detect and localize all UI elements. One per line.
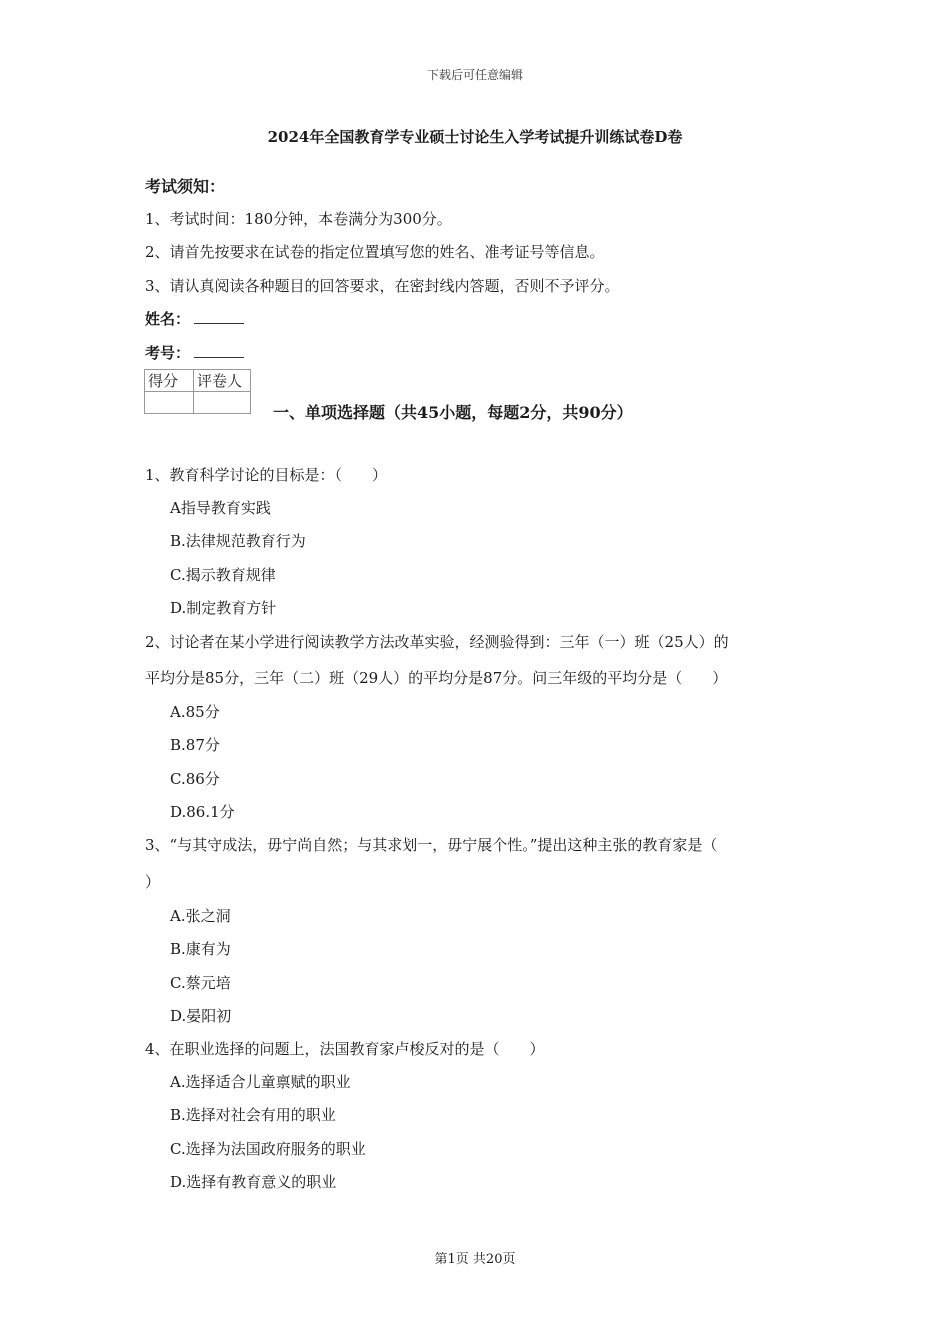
question-option: D.制定教育方针 bbox=[170, 599, 277, 617]
question-stem: 4、在职业选择的问题上，法国教育家卢梭反对的是（ ） bbox=[145, 1040, 545, 1058]
score-header: 得分 bbox=[145, 370, 194, 392]
notice-item: 3、请认真阅读各种题目的回答要求，在密封线内答题，否则不予评分。 bbox=[145, 277, 620, 295]
question-option: A.85分 bbox=[170, 703, 220, 721]
section-heading: 一、单项选择题（共45小题，每题2分，共90分） bbox=[273, 403, 633, 422]
question-option: B.选择对社会有用的职业 bbox=[170, 1106, 336, 1124]
name-blank bbox=[194, 309, 244, 324]
question-stem: ） bbox=[145, 873, 161, 891]
notice-item: 1、考试时间：180分钟，本卷满分为300分。 bbox=[145, 210, 452, 228]
question-option: B.康有为 bbox=[170, 940, 231, 958]
page-footer: 第1页 共20页 bbox=[434, 1252, 516, 1267]
notice-item: 2、请首先按要求在试卷的指定位置填写您的姓名、准考证号等信息。 bbox=[145, 243, 605, 261]
question-option: C.选择为法国政府服务的职业 bbox=[170, 1140, 366, 1158]
grader-header: 评卷人 bbox=[194, 370, 251, 392]
question-option: D.选择有教育意义的职业 bbox=[170, 1173, 337, 1191]
question-option: C.揭示教育规律 bbox=[170, 566, 276, 584]
question-stem: 3、“与其守成法，毋宁尚自然；与其求划一，毋宁展个性。”提出这种主张的教育家是（ bbox=[145, 836, 718, 854]
question-stem: 平均分是85分，三年（二）班（29人）的平均分是87分。问三年级的平均分是（ ） bbox=[145, 669, 728, 687]
id-field bbox=[145, 342, 244, 363]
document-title: 2024年全国教育学专业硕士讨论生入学考试提升训练试卷D卷 bbox=[267, 128, 683, 146]
question-option: A.张之洞 bbox=[170, 907, 231, 925]
question-option: B.法律规范教育行为 bbox=[170, 532, 306, 550]
question-option: A.选择适合儿童禀赋的职业 bbox=[170, 1073, 351, 1091]
id-label: 考号： bbox=[145, 344, 191, 362]
name-label: 姓名： bbox=[145, 310, 191, 328]
question-option: C.86分 bbox=[170, 770, 220, 788]
question-stem: 1、教育科学讨论的目标是：（ ） bbox=[145, 466, 388, 484]
grader-cell bbox=[194, 392, 251, 414]
question-option: A指导教育实践 bbox=[170, 499, 271, 517]
notice-heading: 考试须知： bbox=[145, 177, 226, 196]
header-note: 下载后可任意编辑 bbox=[426, 68, 523, 82]
question-option: C.蔡元培 bbox=[170, 974, 231, 992]
id-blank bbox=[194, 343, 244, 358]
question-option: D.86.1分 bbox=[170, 803, 235, 821]
score-cell bbox=[145, 392, 194, 414]
question-option: D.晏阳初 bbox=[170, 1007, 232, 1025]
name-field bbox=[145, 308, 244, 329]
question-stem: 2、讨论者在某小学进行阅读教学方法改革实验，经测验得到：三年（一）班（25人）的 bbox=[145, 633, 729, 651]
score-table bbox=[144, 369, 251, 414]
question-option: B.87分 bbox=[170, 736, 220, 754]
